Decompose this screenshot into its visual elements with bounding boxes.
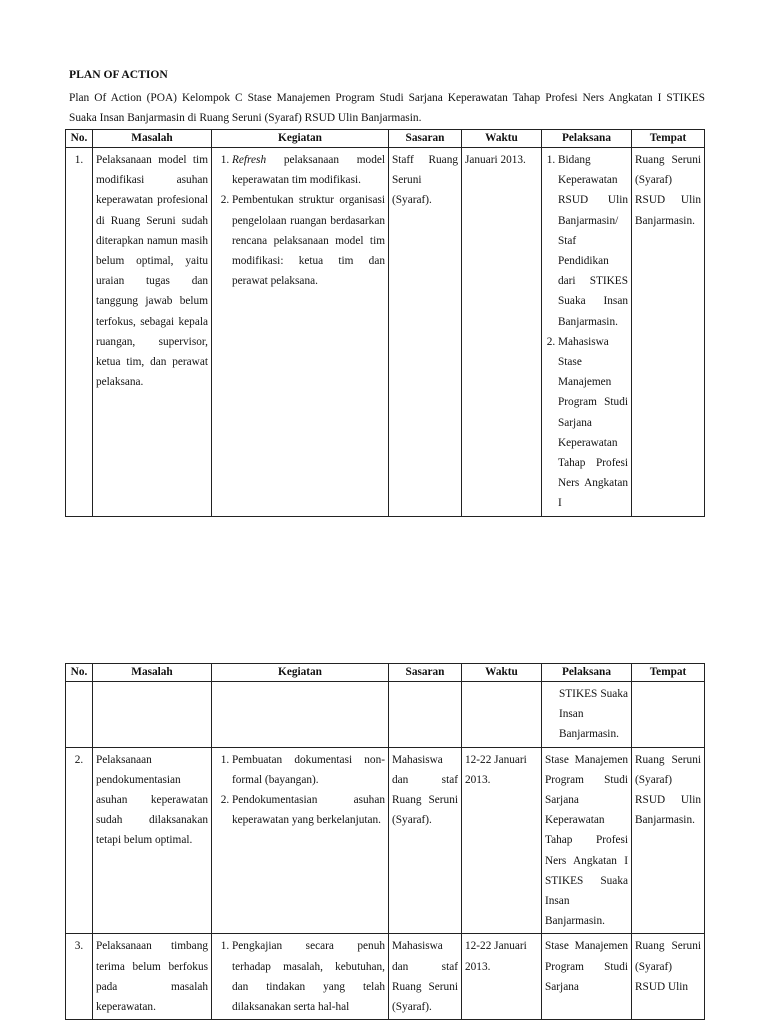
pelaksana-cell: STIKES Suaka Insan Banjarmasin. bbox=[542, 682, 632, 748]
document-intro bbox=[69, 88, 705, 128]
kegiatan-text: pelaksanaan model keperawatan tim modifikasi. bbox=[232, 154, 385, 187]
row-number bbox=[66, 682, 93, 748]
header-kegiatan: Kegiatan bbox=[212, 130, 389, 148]
table-header-row bbox=[66, 664, 705, 682]
header-tempat: Tempat bbox=[632, 130, 705, 148]
kegiatan-item: 1. Pengkajian secara penuh terhadap masalah, kebutuhan, dan tindakan yang telah dilaksanakan serta hal-hal bbox=[232, 936, 385, 1017]
header-sasaran: Sasaran bbox=[389, 664, 462, 682]
kegiatan-emphasis: Refresh bbox=[232, 154, 267, 166]
pelaksana-cell bbox=[542, 148, 632, 517]
waktu-cell: Januari 2013. bbox=[462, 148, 542, 517]
header-masalah: Masalah bbox=[93, 130, 212, 148]
table-row bbox=[66, 148, 705, 517]
pelaksana-cell: Stase Manajemen Program Studi Sarjana bbox=[542, 934, 632, 1020]
poa-table-page-1 bbox=[65, 129, 705, 517]
header-kegiatan: Kegiatan bbox=[212, 664, 389, 682]
table-row-continuation bbox=[66, 682, 705, 748]
kegiatan-item bbox=[232, 150, 385, 190]
kegiatan-cell bbox=[212, 148, 389, 517]
tempat-cell: Ruang Seruni (Syaraf) RSUD Ulin Banjarmasin. bbox=[632, 747, 705, 934]
header-waktu: Waktu bbox=[462, 664, 542, 682]
sasaran-cell: Mahasiswa dan staf Ruang Seruni (Syaraf). bbox=[389, 747, 462, 934]
pelaksana-item: 1. Bidang Keperawatan RSUD Ulin Banjarmasin/ Staf Pendidikan dari STIKES Suaka Insan Banjarmasin. bbox=[558, 150, 628, 332]
sasaran-cell: Staff Ruang Seruni (Syaraf). bbox=[389, 148, 462, 517]
header-sasaran: Sasaran bbox=[389, 130, 462, 148]
row-number: 1. bbox=[66, 148, 93, 517]
pelaksana-item: 2. Mahasiswa Stase Manajemen Program Studi Sarjana Keperawatan Tahap Profesi Ners Angkatan I bbox=[558, 332, 628, 514]
masalah-cell bbox=[93, 682, 212, 748]
header-pelaksana: Pelaksana bbox=[542, 664, 632, 682]
waktu-cell: 12-22 Januari 2013. bbox=[462, 747, 542, 934]
header-pelaksana: Pelaksana bbox=[542, 130, 632, 148]
header-tempat: Tempat bbox=[632, 664, 705, 682]
poa-table-page-2 bbox=[65, 663, 705, 1020]
kegiatan-item: 2. Pendokumentasian asuhan keperawatan yang berkelanjutan. bbox=[232, 790, 385, 830]
sasaran-cell bbox=[389, 682, 462, 748]
masalah-cell: Pelaksanaan timbang terima belum berfokus pada masalah keperawatan. bbox=[93, 934, 212, 1020]
header-masalah: Masalah bbox=[93, 664, 212, 682]
kegiatan-cell bbox=[212, 747, 389, 934]
table-row bbox=[66, 934, 705, 1020]
waktu-cell: 12-22 Januari 2013. bbox=[462, 934, 542, 1020]
document-title: PLAN OF ACTION bbox=[69, 68, 168, 81]
row-number: 3. bbox=[66, 934, 93, 1020]
tempat-cell bbox=[632, 682, 705, 748]
tempat-cell: Ruang Seruni (Syaraf) RSUD Ulin bbox=[632, 934, 705, 1020]
kegiatan-cell bbox=[212, 934, 389, 1020]
header-waktu: Waktu bbox=[462, 130, 542, 148]
row-number: 2. bbox=[66, 747, 93, 934]
kegiatan-item: 1. Pembuatan dokumentasi non-formal (bayangan). bbox=[232, 750, 385, 790]
table-row bbox=[66, 747, 705, 934]
table-header-row bbox=[66, 130, 705, 148]
intro-line-1: Plan Of Action (POA) Kelompok C Stase Manajemen Program Studi Sarjana Keperawatan Tahap Profesi Ners Angkatan I STIKES bbox=[69, 92, 705, 104]
masalah-cell: Pelaksanaan model tim modifikasi asuhan keperawatan profesional di Ruang Seruni sudah diterapkan namun masih belum optimal, yaitu uraian tugas dan tanggung jawab belum terfokus, sebagai kepala ruangan, supervisor, ketua tim, dan perawat pelaksana. bbox=[93, 148, 212, 517]
header-no: No. bbox=[66, 664, 93, 682]
sasaran-cell: Mahasiswa dan staf Ruang Seruni (Syaraf). bbox=[389, 934, 462, 1020]
waktu-cell bbox=[462, 682, 542, 748]
masalah-cell: Pelaksanaan pendokumentasian asuhan keperawatan sudah dilaksanakan tetapi belum optimal. bbox=[93, 747, 212, 934]
kegiatan-item: 2. Pembentukan struktur organisasi pengelolaan ruangan berdasarkan rencana pelaksanaan model tim modifikasi: ketua tim dan perawat pelaksana. bbox=[232, 190, 385, 291]
kegiatan-cell bbox=[212, 682, 389, 748]
header-no: No. bbox=[66, 130, 93, 148]
intro-line-2: Suaka Insan Banjarmasin di Ruang Seruni (Syaraf) RSUD Ulin Banjarmasin. bbox=[69, 112, 422, 124]
pelaksana-cell: Stase Manajemen Program Studi Sarjana Keperawatan Tahap Profesi Ners Angkatan I STIKES Suaka Insan Banjarmasin. bbox=[542, 747, 632, 934]
tempat-cell: Ruang Seruni (Syaraf) RSUD Ulin Banjarmasin. bbox=[632, 148, 705, 517]
